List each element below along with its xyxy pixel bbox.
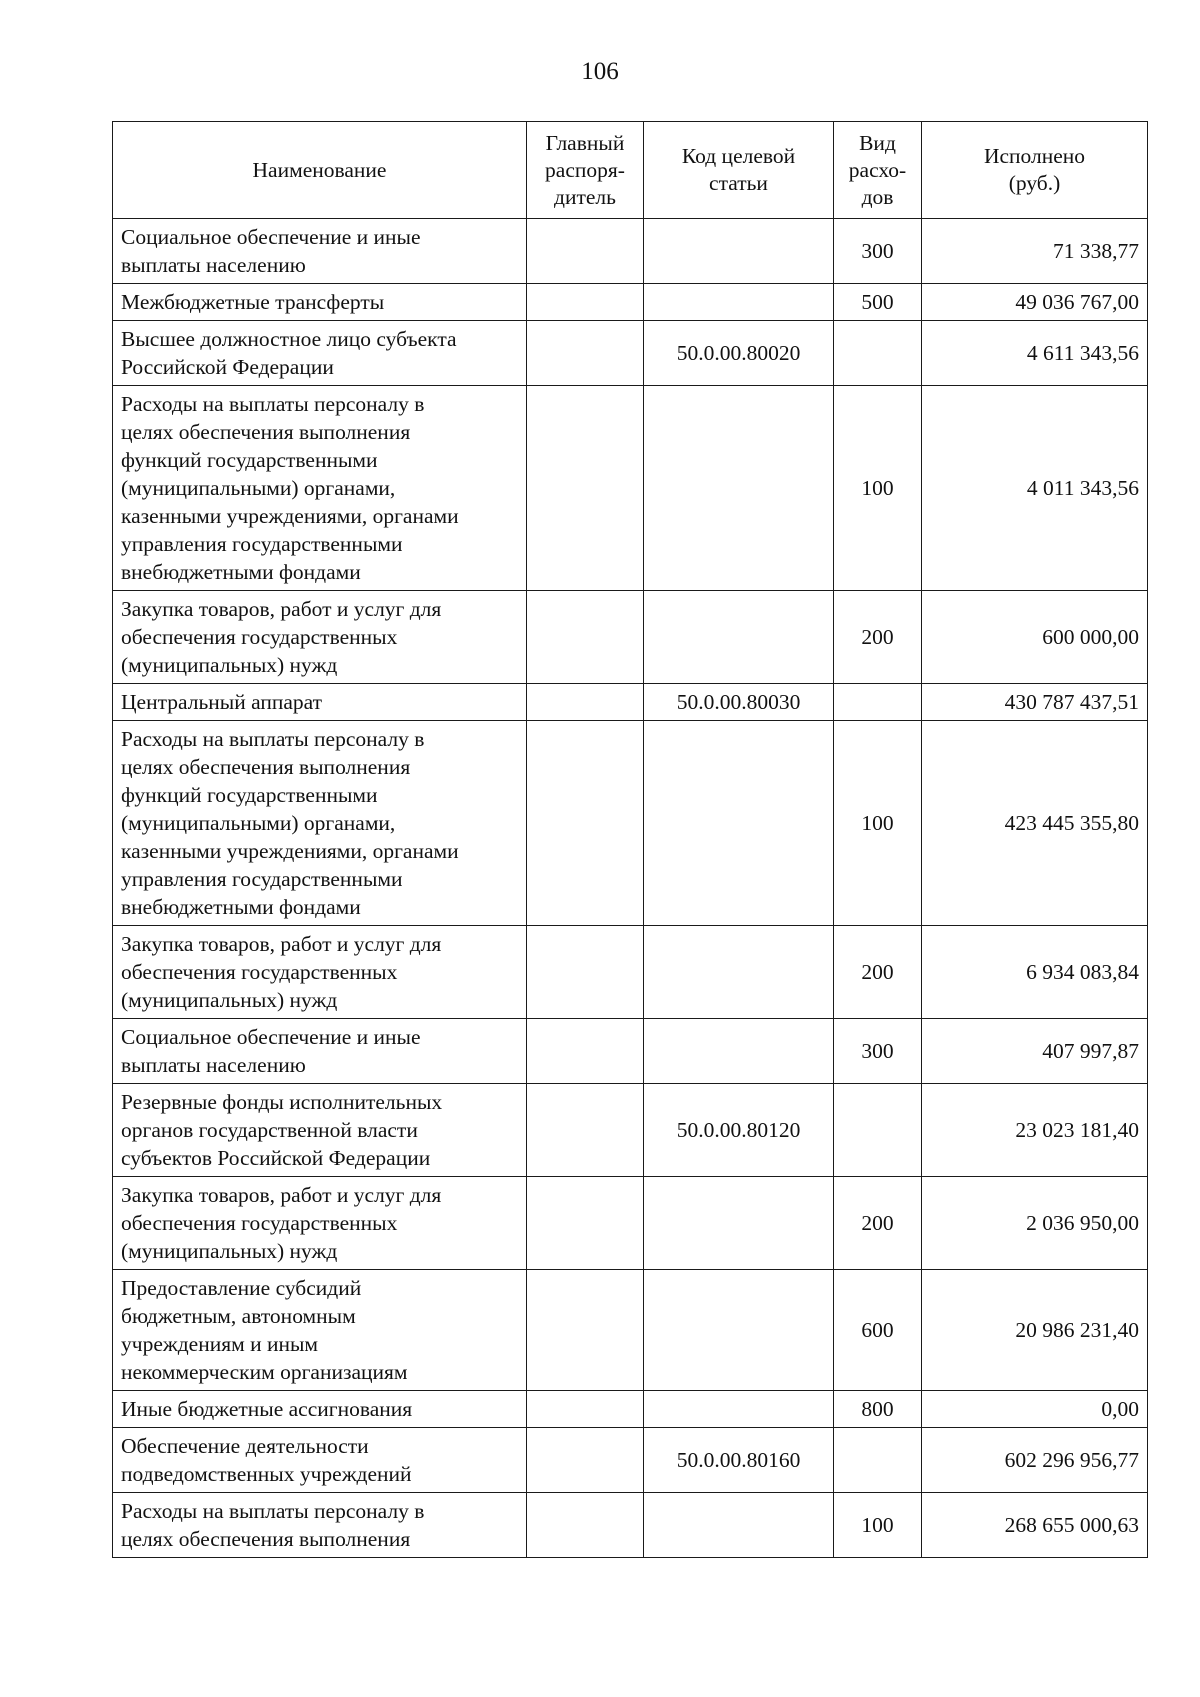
- row-code-cell: [644, 1270, 834, 1391]
- table-row: [113, 926, 1148, 1019]
- row-code-cell: 50.0.00.80020: [644, 321, 834, 386]
- row-type-cell: [834, 321, 922, 386]
- row-manager-cell: [527, 1177, 644, 1270]
- row-amount-cell: 268 655 000,63: [922, 1493, 1148, 1558]
- row-amount-cell: 20 986 231,40: [922, 1270, 1148, 1391]
- row-amount-cell: 23 023 181,40: [922, 1084, 1148, 1177]
- row-manager-cell: [527, 721, 644, 926]
- row-manager-cell: [527, 1019, 644, 1084]
- row-type-cell: 800: [834, 1391, 922, 1428]
- row-amount-cell: 423 445 355,80: [922, 721, 1148, 926]
- row-name-cell: Закупка товаров, работ и услуг для обеспечения государственных (муниципальных) нужд: [113, 591, 527, 684]
- header-row: [113, 122, 1148, 219]
- row-type-cell: [834, 684, 922, 721]
- row-name-cell: Межбюджетные трансферты: [113, 284, 527, 321]
- row-name-cell: Закупка товаров, работ и услуг для обеспечения государственных (муниципальных) нужд: [113, 926, 527, 1019]
- row-type-cell: 200: [834, 926, 922, 1019]
- row-manager-cell: [527, 1428, 644, 1493]
- row-code-cell: [644, 1493, 834, 1558]
- row-type-cell: 300: [834, 219, 922, 284]
- row-name-cell: Центральный аппарат: [113, 684, 527, 721]
- row-manager-cell: [527, 1270, 644, 1391]
- row-manager-cell: [527, 284, 644, 321]
- table-row: [113, 1391, 1148, 1428]
- row-type-cell: [834, 1084, 922, 1177]
- table-row: [113, 1084, 1148, 1177]
- row-amount-cell: 407 997,87: [922, 1019, 1148, 1084]
- row-name-cell: Закупка товаров, работ и услуг для обеспечения государственных (муниципальных) нужд: [113, 1177, 527, 1270]
- row-code-cell: [644, 1019, 834, 1084]
- row-name-cell: Расходы на выплаты персоналу в целях обеспечения выполнения: [113, 1493, 527, 1558]
- row-type-cell: 600: [834, 1270, 922, 1391]
- header-target-code: Код целевой статьи: [644, 122, 834, 219]
- row-manager-cell: [527, 926, 644, 1019]
- row-type-cell: 500: [834, 284, 922, 321]
- row-type-cell: 200: [834, 591, 922, 684]
- row-amount-cell: 6 934 083,84: [922, 926, 1148, 1019]
- row-code-cell: 50.0.00.80030: [644, 684, 834, 721]
- row-name-cell: Расходы на выплаты персоналу в целях обеспечения выполнения функций государственными (муниципальными) органами, казенными учреждениями, органами управления государственными внебюджетными фондами: [113, 721, 527, 926]
- row-amount-cell: 600 000,00: [922, 591, 1148, 684]
- row-code-cell: 50.0.00.80120: [644, 1084, 834, 1177]
- row-type-cell: 300: [834, 1019, 922, 1084]
- row-manager-cell: [527, 591, 644, 684]
- table-row: [113, 219, 1148, 284]
- table-row: [113, 386, 1148, 591]
- row-manager-cell: [527, 219, 644, 284]
- row-name-cell: Расходы на выплаты персоналу в целях обеспечения выполнения функций государственными (муниципальными) органами, казенными учреждениями, органами управления государственными внебюджетными фондами: [113, 386, 527, 591]
- row-amount-cell: 2 036 950,00: [922, 1177, 1148, 1270]
- table-row: [113, 1493, 1148, 1558]
- row-name-cell: Обеспечение деятельности подведомственных учреждений: [113, 1428, 527, 1493]
- table-body: [113, 219, 1148, 1558]
- row-amount-cell: 602 296 956,77: [922, 1428, 1148, 1493]
- row-name-cell: Высшее должностное лицо субъекта Российской Федерации: [113, 321, 527, 386]
- row-type-cell: 200: [834, 1177, 922, 1270]
- row-name-cell: Иные бюджетные ассигнования: [113, 1391, 527, 1428]
- row-type-cell: 100: [834, 721, 922, 926]
- header-executed: Исполнено (руб.): [922, 122, 1148, 219]
- row-manager-cell: [527, 386, 644, 591]
- table-row: [113, 1019, 1148, 1084]
- header-main-manager: Главный распоря- дитель: [527, 122, 644, 219]
- table-row: [113, 1428, 1148, 1493]
- row-code-cell: [644, 721, 834, 926]
- row-name-cell: Социальное обеспечение и иные выплаты населению: [113, 219, 527, 284]
- row-code-cell: [644, 219, 834, 284]
- row-manager-cell: [527, 1493, 644, 1558]
- row-amount-cell: 4 011 343,56: [922, 386, 1148, 591]
- row-name-cell: Резервные фонды исполнительных органов государственной власти субъектов Российской Федерации: [113, 1084, 527, 1177]
- row-manager-cell: [527, 684, 644, 721]
- row-code-cell: 50.0.00.80160: [644, 1428, 834, 1493]
- header-expense-type: Вид расхо- дов: [834, 122, 922, 219]
- table-row: [113, 284, 1148, 321]
- row-amount-cell: 0,00: [922, 1391, 1148, 1428]
- row-code-cell: [644, 926, 834, 1019]
- row-code-cell: [644, 1177, 834, 1270]
- table-row: [113, 684, 1148, 721]
- row-amount-cell: 49 036 767,00: [922, 284, 1148, 321]
- row-amount-cell: 71 338,77: [922, 219, 1148, 284]
- page-number: 106: [581, 58, 619, 85]
- row-manager-cell: [527, 321, 644, 386]
- row-name-cell: Предоставление субсидий бюджетным, автономным учреждениям и иным некоммерческим организациям: [113, 1270, 527, 1391]
- row-manager-cell: [527, 1391, 644, 1428]
- row-code-cell: [644, 1391, 834, 1428]
- table-row: [113, 591, 1148, 684]
- row-name-cell: Социальное обеспечение и иные выплаты населению: [113, 1019, 527, 1084]
- row-type-cell: 100: [834, 386, 922, 591]
- row-amount-cell: 430 787 437,51: [922, 684, 1148, 721]
- row-amount-cell: 4 611 343,56: [922, 321, 1148, 386]
- table-row: [113, 1177, 1148, 1270]
- table-header: [113, 122, 1148, 219]
- header-name: Наименование: [113, 122, 527, 219]
- row-type-cell: 100: [834, 1493, 922, 1558]
- table-row: [113, 721, 1148, 926]
- row-code-cell: [644, 386, 834, 591]
- row-code-cell: [644, 284, 834, 321]
- row-code-cell: [644, 591, 834, 684]
- row-manager-cell: [527, 1084, 644, 1177]
- budget-execution-table: [112, 121, 1148, 1558]
- row-type-cell: [834, 1428, 922, 1493]
- table-row: [113, 321, 1148, 386]
- table-row: [113, 1270, 1148, 1391]
